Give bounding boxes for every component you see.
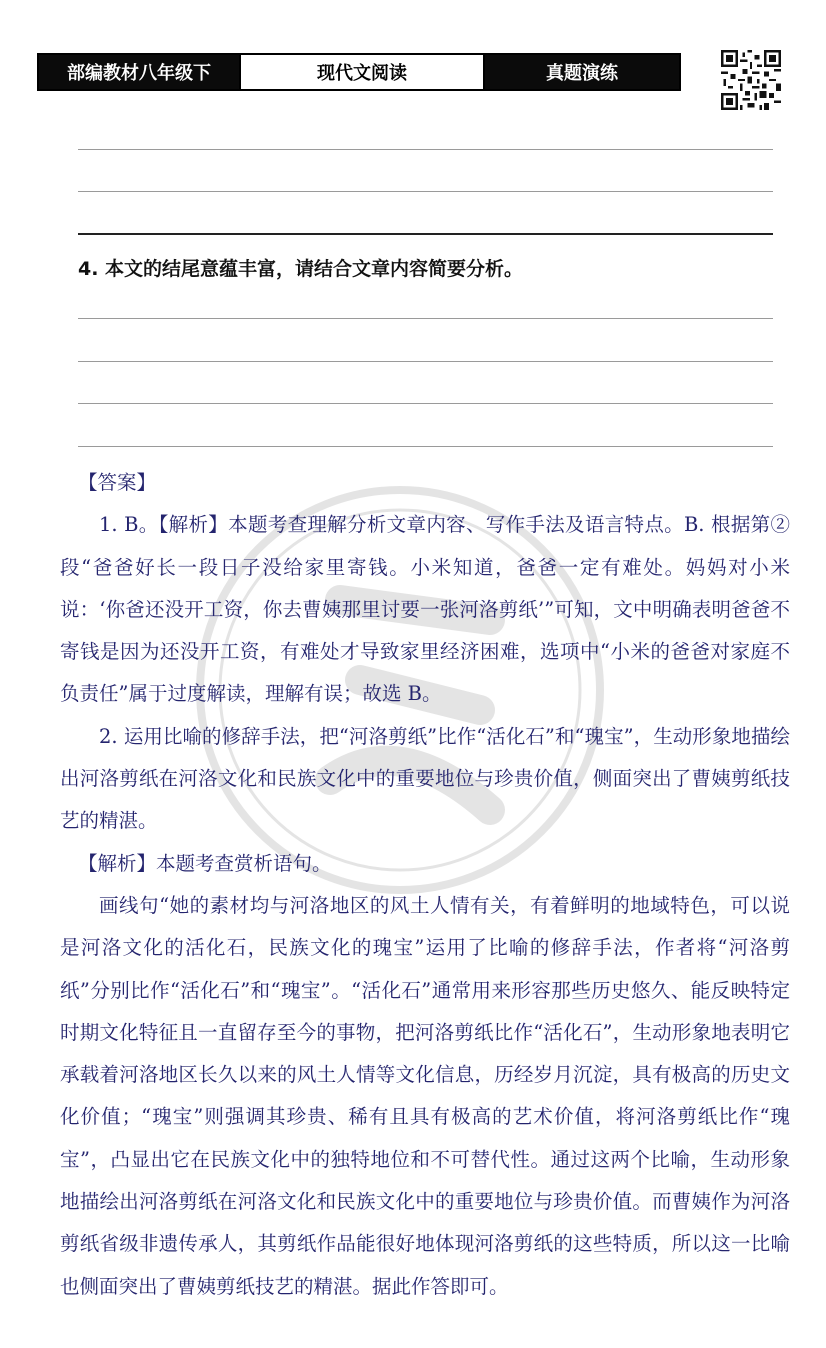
analysis-body: 画线句“她的素材均与河洛地区的风土人情有关，有着鲜明的地域特色，可以说是河洛文化的活化石，民族文化的瑰宝”运用了比喻的修辞手法，作者将“河洛剪纸”分别比作“活化石”和“瑰宝”。“活化石”通常用来形容那些历史悠久、能反映特定时期文化特征且一直留存至今的事物，把河洛剪纸比作“活化石”，生动形象地表明它承载着河洛地区长久以来的风土人情等文化信息，历经岁月沉淀，具有极高的历史文化价值；“瑰宝”则强调其珍贵、稀有且具有极高的艺术价值，将河洛剪纸比作“瑰宝”，凸显出它在民族文化中的独特地位和不可替代性。通过这两个比喻，生动形象地描绘出河洛剪纸在河洛文化和民族文化中的重要地位与珍贵价值。而曹姨作为河洛剪纸省级非遗传承人，其剪纸作品能很好地体现河洛剪纸的这些特质，所以这一比喻也侧面突出了曹姨剪纸技艺的精湛。据此作答即可。 — [60, 893, 790, 1298]
answer-line — [78, 361, 773, 362]
analysis-heading: 【解析】本题考查赏析语句。 — [78, 851, 332, 875]
answer-line — [78, 233, 773, 235]
answer-line — [78, 318, 773, 319]
question-4: 4. 本文的结尾意蕴丰富，请结合文章内容简要分析。 — [78, 258, 524, 280]
header-bar — [37, 53, 681, 91]
header-section: 现代文阅读 — [239, 55, 485, 89]
answer-line — [78, 403, 773, 404]
header-practice: 真题演练 — [485, 55, 679, 89]
answer-line — [78, 149, 773, 150]
answer-item-1: 1. B。【解析】本题考查理解分析文章内容、写作手法及语言特点。B. 根据第②段“爸爸好长一段日子没给家里寄钱。小米知道，爸爸一定有难处。妈妈对小米说：‘你爸还没开工资，你去曹姨那里讨要一张河洛剪纸’”可知，文中明确表明爸爸不寄钱是因为还没开工资，有难处才导致家里经济困难，选项中“小米的爸爸对家庭不负责任”属于过度解读，理解有误；故选 B。 — [60, 513, 790, 706]
answer-line — [78, 191, 773, 192]
answer-line — [78, 446, 773, 447]
answer-item-2: 2. 运用比喻的修辞手法，把“河洛剪纸”比作“活化石”和“瑰宝”，生动形象地描绘出河洛剪纸在河洛文化和民族文化中的重要地位与珍贵价值，侧面突出了曹姨剪纸技艺的精湛。 — [60, 724, 790, 833]
answer-section — [60, 462, 790, 1308]
qr-code-icon — [721, 50, 781, 110]
answer-heading: 【答案】 — [78, 471, 157, 494]
header-grade: 部编教材八年级下 — [39, 55, 239, 89]
